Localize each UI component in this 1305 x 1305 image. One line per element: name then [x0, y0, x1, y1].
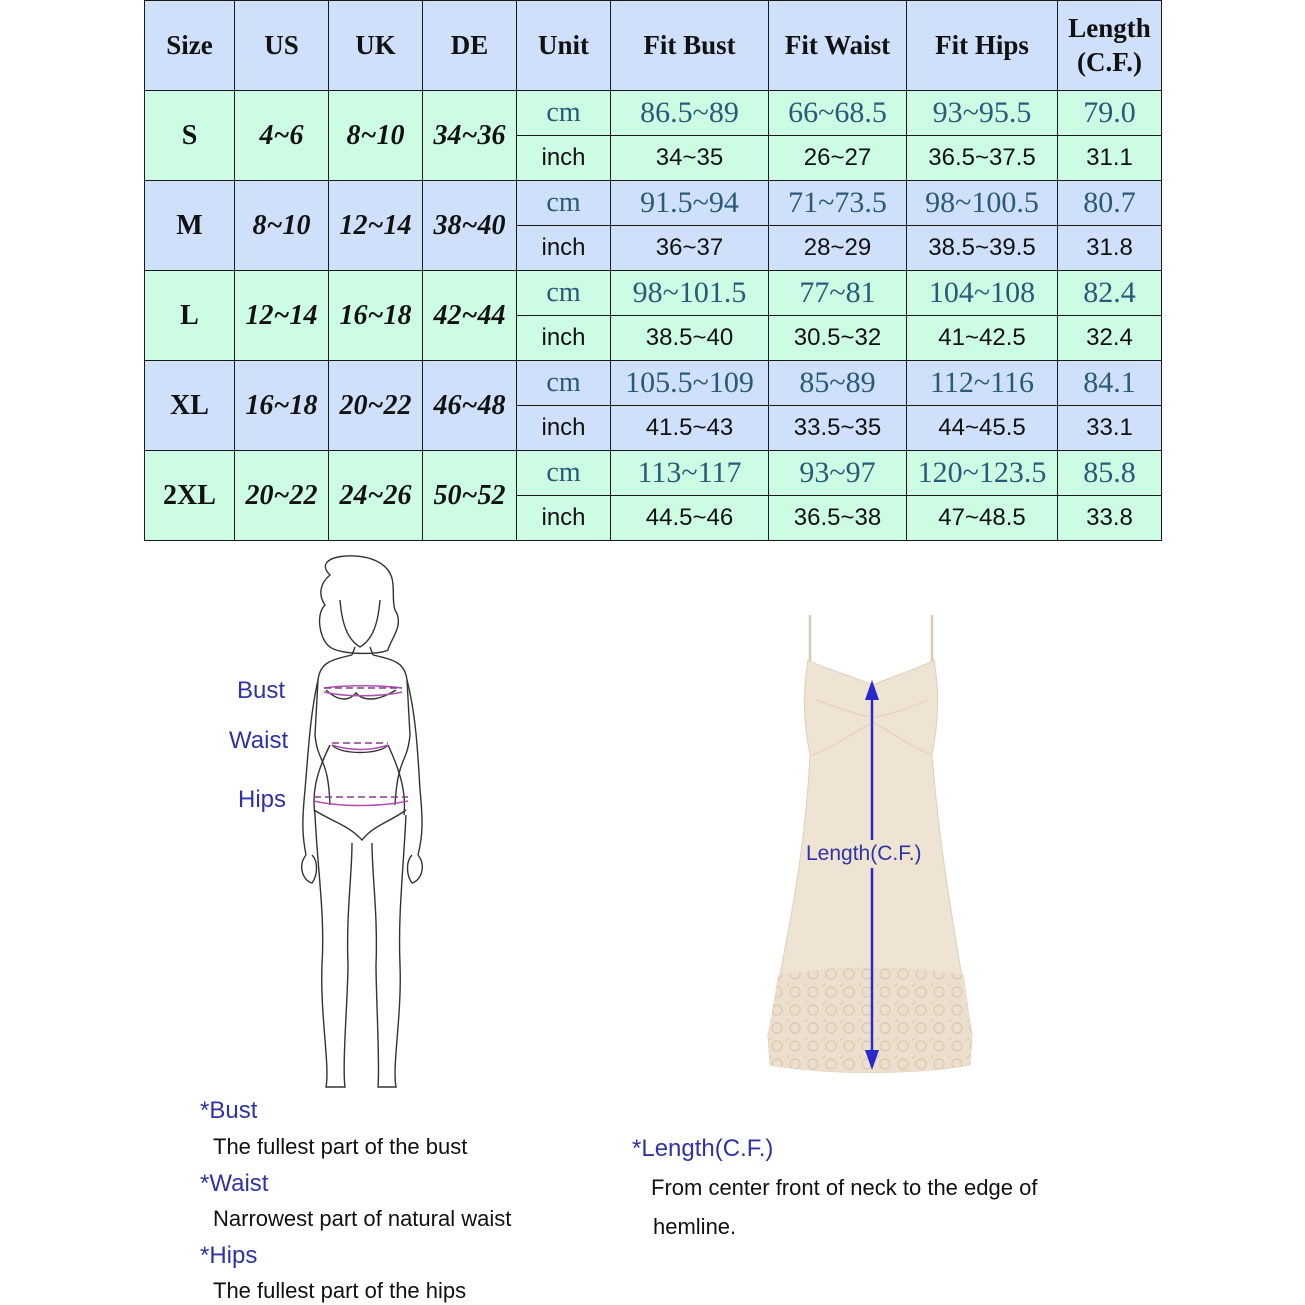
size-cell: M [145, 181, 235, 271]
unit-cell: cm [517, 271, 611, 316]
us-cell: 8~10 [235, 181, 329, 271]
bust-cm-cell: 98~101.5 [611, 271, 769, 316]
size-cell: XL [145, 361, 235, 451]
hips-inch-cell: 38.5~39.5 [907, 226, 1058, 271]
de-cell: 34~36 [423, 91, 517, 181]
header-uk: UK [329, 1, 423, 91]
length-cm-cell: 85.8 [1058, 451, 1162, 496]
dress-length-label: Length(C.F.) [804, 840, 924, 868]
length-cm-cell: 80.7 [1058, 181, 1162, 226]
waist-cm-cell: 85~89 [769, 361, 907, 406]
table-header-row [145, 1, 1162, 91]
legend-bust-title: *Bust [200, 1097, 258, 1124]
us-cell: 4~6 [235, 91, 329, 181]
legend-waist-desc: Narrowest part of natural waist [213, 1206, 512, 1231]
hips-inch-cell: 41~42.5 [907, 316, 1058, 361]
unit-cell: inch [517, 136, 611, 181]
bust-inch-cell: 41.5~43 [611, 406, 769, 451]
uk-cell: 24~26 [329, 451, 423, 541]
legend-length-desc-line2: hemline. [653, 1214, 737, 1239]
figure-label-waist: Waist [229, 727, 289, 754]
figure-label-hips: Hips [238, 786, 287, 813]
legend-length-title: *Length(C.F.) [632, 1135, 774, 1162]
us-cell: 20~22 [235, 451, 329, 541]
length-inch-cell: 31.1 [1058, 136, 1162, 181]
unit-cell: inch [517, 406, 611, 451]
waist-inch-cell: 36.5~38 [769, 496, 907, 541]
legend-bust-desc: The fullest part of the bust [213, 1134, 468, 1159]
unit-cell: inch [517, 316, 611, 361]
header-de: DE [423, 1, 517, 91]
waist-inch-cell: 26~27 [769, 136, 907, 181]
length-inch-cell: 33.1 [1058, 406, 1162, 451]
body-figure-illustration [230, 555, 460, 1100]
header-fit-waist: Fit Waist [769, 1, 907, 91]
waist-cm-cell: 77~81 [769, 271, 907, 316]
hips-cm-cell: 104~108 [907, 271, 1058, 316]
de-cell: 38~40 [423, 181, 517, 271]
de-cell: 50~52 [423, 451, 517, 541]
legend-waist-title: *Waist [200, 1170, 269, 1197]
hips-inch-cell: 44~45.5 [907, 406, 1058, 451]
unit-cell: cm [517, 181, 611, 226]
table-row [145, 91, 1162, 136]
bust-inch-cell: 36~37 [611, 226, 769, 271]
header-fit-hips: Fit Hips [907, 1, 1058, 91]
waist-cm-cell: 66~68.5 [769, 91, 907, 136]
bust-inch-cell: 34~35 [611, 136, 769, 181]
table-row [145, 451, 1162, 496]
header-length [1058, 1, 1162, 91]
length-inch-cell: 32.4 [1058, 316, 1162, 361]
legend-hips-desc: The fullest part of the hips [213, 1278, 467, 1303]
length-cm-cell: 79.0 [1058, 91, 1162, 136]
uk-cell: 20~22 [329, 361, 423, 451]
unit-cell: cm [517, 451, 611, 496]
waist-inch-cell: 33.5~35 [769, 406, 907, 451]
waist-inch-cell: 28~29 [769, 226, 907, 271]
header-us: US [235, 1, 329, 91]
de-cell: 46~48 [423, 361, 517, 451]
hips-cm-cell: 98~100.5 [907, 181, 1058, 226]
hips-inch-cell: 47~48.5 [907, 496, 1058, 541]
hips-cm-cell: 112~116 [907, 361, 1058, 406]
bust-cm-cell: 105.5~109 [611, 361, 769, 406]
header-length-line1: Length [1068, 12, 1151, 43]
unit-cell: cm [517, 91, 611, 136]
size-cell: L [145, 271, 235, 361]
header-size: Size [145, 1, 235, 91]
legend-length-desc-line1: From center front of neck to the edge of [651, 1175, 1038, 1200]
unit-cell: inch [517, 226, 611, 271]
table-row [145, 181, 1162, 226]
length-inch-cell: 33.8 [1058, 496, 1162, 541]
us-cell: 12~14 [235, 271, 329, 361]
unit-cell: cm [517, 361, 611, 406]
length-cm-cell: 82.4 [1058, 271, 1162, 316]
bust-cm-cell: 113~117 [611, 451, 769, 496]
us-cell: 16~18 [235, 361, 329, 451]
header-unit: Unit [517, 1, 611, 91]
size-cell: S [145, 91, 235, 181]
length-cm-cell: 84.1 [1058, 361, 1162, 406]
size-cell: 2XL [145, 451, 235, 541]
bust-cm-cell: 86.5~89 [611, 91, 769, 136]
table-row [145, 361, 1162, 406]
bust-inch-cell: 44.5~46 [611, 496, 769, 541]
de-cell: 42~44 [423, 271, 517, 361]
table-row [145, 271, 1162, 316]
waist-cm-cell: 71~73.5 [769, 181, 907, 226]
waist-inch-cell: 30.5~32 [769, 316, 907, 361]
legend-hips-title: *Hips [200, 1242, 258, 1269]
hips-cm-cell: 93~95.5 [907, 91, 1058, 136]
uk-cell: 12~14 [329, 181, 423, 271]
bust-cm-cell: 91.5~94 [611, 181, 769, 226]
length-inch-cell: 31.8 [1058, 226, 1162, 271]
header-fit-bust: Fit Bust [611, 1, 769, 91]
hips-inch-cell: 36.5~37.5 [907, 136, 1058, 181]
bust-inch-cell: 38.5~40 [611, 316, 769, 361]
uk-cell: 8~10 [329, 91, 423, 181]
figure-label-bust: Bust [237, 677, 286, 704]
size-chart-table [144, 0, 1162, 541]
hips-cm-cell: 120~123.5 [907, 451, 1058, 496]
unit-cell: inch [517, 496, 611, 541]
uk-cell: 16~18 [329, 271, 423, 361]
header-length-line2: (C.F.) [1077, 46, 1142, 77]
waist-cm-cell: 93~97 [769, 451, 907, 496]
